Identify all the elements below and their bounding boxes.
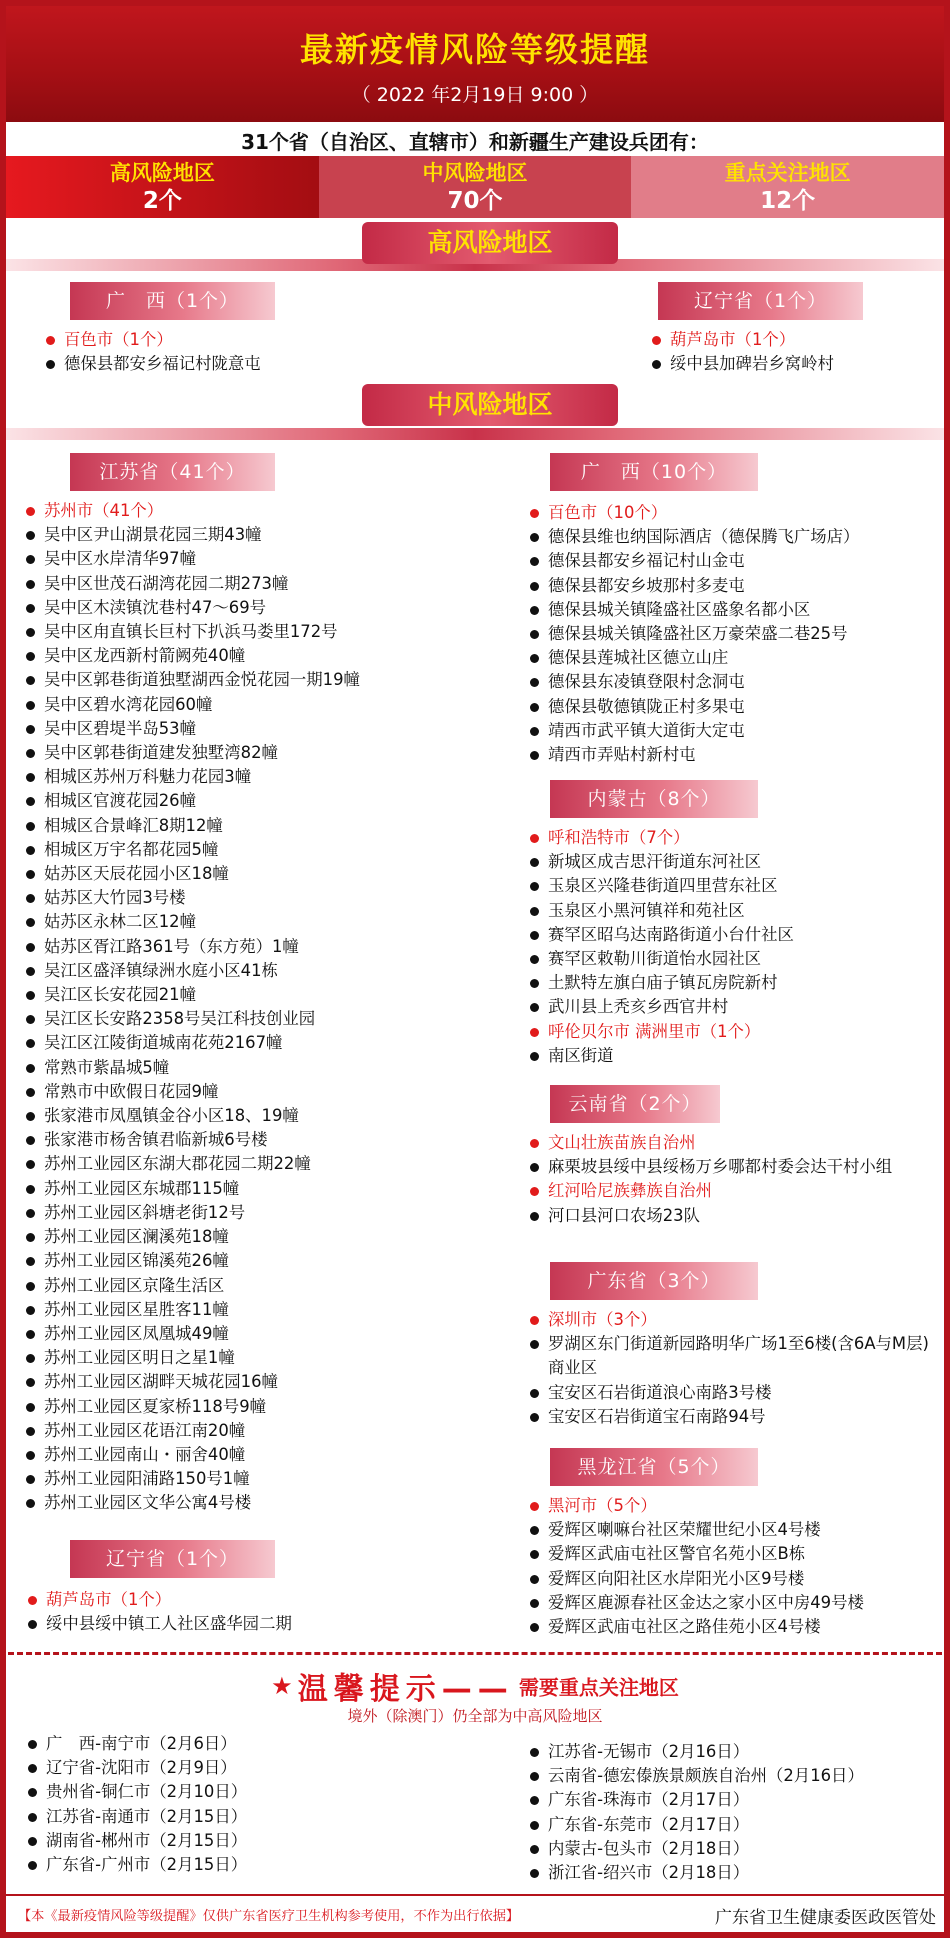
area-item: 姑苏区永林二区12幢 (22, 910, 360, 934)
area-item: 苏州工业园南山・丽舍40幢 (22, 1443, 360, 1467)
province-heading: 广 西（10个） (550, 453, 758, 491)
area-item: 苏州工业园区明日之星1幢 (22, 1346, 360, 1370)
city-heading: 文山壮族苗族自治州 (526, 1131, 938, 1155)
area-item: 相城区万宇名都花园5幢 (22, 838, 360, 862)
area-item: 罗湖区东门街道新园路明华广场1至6楼(含6A与M层)商业区 (526, 1332, 938, 1380)
section-divider (6, 428, 944, 440)
area-item: 吴中区水岸清华97幢 (22, 547, 360, 571)
stat-label: 重点关注地区 (724, 161, 851, 185)
province-heading: 内蒙古（8个） (550, 780, 758, 818)
area-item: 武川县上秃亥乡西官井村 (526, 995, 794, 1019)
area-item: 江苏省-无锡市（2月16日） (526, 1740, 864, 1764)
province-heading: 江苏省（41个） (70, 453, 275, 491)
area-item: 吴中区甪直镇长巨村下扒浜马娄里172号 (22, 620, 360, 644)
area-item: 内蒙古-包头市（2月18日） (526, 1837, 864, 1861)
area-item: 靖西市弄贴村新村屯 (526, 743, 859, 767)
page-title: 最新疫情风险等级提醒 (300, 30, 650, 69)
area-item: 苏州工业园区东城郡115幢 (22, 1177, 360, 1201)
area-item: 吴中区郭巷街道建发独墅湾82幢 (22, 741, 360, 765)
area-item: 吴中区尹山湖景花园三期43幢 (22, 523, 360, 547)
area-item: 相城区合景峰汇8期12幢 (22, 814, 360, 838)
medium-risk-list (24, 1588, 292, 1636)
summary-subtitle: 31个省（自治区、直辖市）和新疆生产建设兵团有： (241, 130, 709, 154)
area-item: 湖南省-郴州市（2月15日） (24, 1829, 247, 1853)
tips-note: 境外（除澳门）仍全部为中高风险地区 (347, 1707, 603, 1725)
medium-risk-list (22, 499, 360, 1516)
area-item: 苏州工业园区文华公寓4号楼 (22, 1491, 360, 1515)
area-item: 南区街道 (526, 1044, 794, 1068)
area-item: 吴中区龙西新村箭阙苑40幢 (22, 644, 360, 668)
area-item: 德保县东凌镇登限村念洞屯 (526, 670, 859, 694)
medium-risk-list (526, 1131, 938, 1228)
area-item: 德保县莲城社区德立山庄 (526, 646, 859, 670)
area-item: 姑苏区大竹园3号楼 (22, 886, 360, 910)
medium-risk-list (526, 501, 859, 767)
province-heading: 黑龙江省（5个） (550, 1448, 758, 1486)
province-heading: 广 西（1个） (70, 282, 275, 320)
area-item: 张家港市凤凰镇金谷小区18、19幢 (22, 1104, 360, 1128)
header-banner (6, 6, 944, 122)
area-item: 广 西-南宁市（2月6日） (24, 1732, 247, 1756)
high-risk-list-left (42, 328, 261, 376)
area-item: 宝安区石岩街道浪心南路3号楼 (526, 1381, 938, 1405)
area-item: 吴江区盛泽镇绿洲水庭小区41栋 (22, 959, 360, 983)
city-heading: 黑河市（5个） (526, 1494, 864, 1518)
area-item: 相城区官渡花园26幢 (22, 789, 360, 813)
province-heading: 辽宁省（1个） (658, 282, 863, 320)
high-risk-list-right (648, 328, 834, 376)
area-item: 宝安区石岩街道宝石南路94号 (526, 1405, 938, 1429)
area-item: 贵州省-铜仁市（2月10日） (24, 1780, 247, 1804)
province-heading: 辽宁省（1个） (70, 1540, 275, 1578)
footer (6, 1894, 944, 1934)
area-item: 绥中县绥中镇工人社区盛华园二期 (24, 1612, 292, 1636)
area-item: 新城区成吉思汗街道东河社区 (526, 850, 794, 874)
disclaimer: 【本《最新疫情风险等级提醒》仅供广东省医疗卫生机构参考使用，不作为出行依据】 (18, 1909, 520, 1924)
area-item: 辽宁省-沈阳市（2月9日） (24, 1756, 247, 1780)
warm-tips-heading (0, 1664, 950, 1708)
issuing-org: 广东省卫生健康委医政医管处 (715, 1908, 936, 1928)
area-item: 德保县城关镇隆盛社区盛象名都小区 (526, 598, 859, 622)
area-item: 苏州工业园区斜塘老街12号 (22, 1201, 360, 1225)
area-item: 苏州工业园区东湖大郡花园二期22幢 (22, 1152, 360, 1176)
medium-risk-list (526, 1308, 938, 1429)
area-item: 绥中县加碑岩乡窝岭村 (648, 352, 834, 376)
area-item: 苏州工业园区湖畔天城花园16幢 (22, 1370, 360, 1394)
stat-count: 70个 (447, 188, 503, 214)
stat-label: 中风险地区 (422, 161, 528, 185)
tips-subtitle: 需要重点关注地区 (518, 1675, 679, 1700)
stat-count: 12个 (760, 188, 816, 214)
area-item: 德保县城关镇隆盛社区万豪荣盛二巷25号 (526, 622, 859, 646)
area-item: 爱辉区鹿源春社区金达之家小区中房49号楼 (526, 1591, 864, 1615)
area-item: 德保县维也纳国际酒店（德保腾飞广场店） (526, 525, 859, 549)
area-item: 广东省-珠海市（2月17日） (526, 1788, 864, 1812)
area-item: 玉泉区小黑河镇祥和苑社区 (526, 899, 794, 923)
area-item: 爱辉区武庙屯社区之路佳苑小区4号楼 (526, 1615, 864, 1639)
area-item: 苏州工业园区星胜客11幢 (22, 1298, 360, 1322)
area-item: 常熟市中欧假日花园9幢 (22, 1080, 360, 1104)
province-heading: 云南省（2个） (550, 1085, 720, 1123)
report-date: （ 2022 年2月19日 9:00 ） (351, 84, 599, 106)
stat-label: 高风险地区 (109, 161, 215, 185)
stat-count: 2个 (142, 188, 182, 214)
area-item: 常熟市紫晶城5幢 (22, 1056, 360, 1080)
area-item: 云南省-德宏傣族景颇族自治州（2月16日） (526, 1764, 864, 1788)
stat-high-risk (6, 156, 319, 218)
area-item: 吴中区木渎镇沈巷村47～69号 (22, 596, 360, 620)
area-item: 吴中区碧堤半岛53幢 (22, 717, 360, 741)
area-item: 吴中区碧水湾花园60幢 (22, 693, 360, 717)
city-heading: 百色市（10个） (526, 501, 859, 525)
city-heading: 呼和浩特市（7个） (526, 826, 794, 850)
area-item: 苏州工业园区花语江南20幢 (22, 1419, 360, 1443)
area-item: 吴中区郭巷街道独墅湖西金悦花园一期19幢 (22, 668, 360, 692)
focus-areas-list-left (24, 1732, 247, 1877)
area-item: 土默特左旗白庙子镇瓦房院新村 (526, 971, 794, 995)
province-heading: 广东省（3个） (550, 1262, 758, 1300)
area-item: 姑苏区胥江路361号（东方苑）1幢 (22, 935, 360, 959)
risk-stats (6, 156, 944, 218)
area-item: 麻栗坡县绥中县绥杨万乡哪都村委会达干村小组 (526, 1155, 938, 1179)
dashed-divider (8, 1652, 942, 1655)
area-item: 张家港市杨舍镇君临新城6号楼 (22, 1128, 360, 1152)
focus-areas-list-right (526, 1740, 864, 1885)
area-item: 爱辉区喇嘛台社区荣耀世纪小区4号楼 (526, 1518, 864, 1542)
city-heading: 葫芦岛市（1个） (648, 328, 834, 352)
star-icon: ★ (271, 1672, 293, 1700)
medium-risk-list (526, 826, 794, 1068)
area-item: 赛罕区敕勒川街道怡水园社区 (526, 947, 794, 971)
medium-risk-list (526, 1494, 864, 1639)
area-item: 河口县河口农场23队 (526, 1204, 938, 1228)
area-item: 德保县敬德镇陇正村多果屯 (526, 695, 859, 719)
area-item: 吴中区世茂石湖湾花园二期273幢 (22, 572, 360, 596)
area-item: 玉泉区兴隆巷街道四里营东社区 (526, 874, 794, 898)
area-item: 德保县都安乡福记村山金屯 (526, 549, 859, 573)
area-item: 苏州工业园区夏家桥118号9幢 (22, 1395, 360, 1419)
city-heading: 红河哈尼族彝族自治州 (526, 1179, 938, 1203)
city-heading: 葫芦岛市（1个） (24, 1588, 292, 1612)
area-item: 苏州工业园区京隆生活区 (22, 1274, 360, 1298)
stat-medium-risk (319, 156, 632, 218)
high-risk-heading: 高风险地区 (362, 222, 618, 264)
area-item: 广东省-东莞市（2月17日） (526, 1813, 864, 1837)
city-heading: 百色市（1个） (42, 328, 261, 352)
area-item: 靖西市武平镇大道街大定屯 (526, 719, 859, 743)
stat-focus-areas (631, 156, 944, 218)
area-item: 吴江区江陵街道城南花苑2167幢 (22, 1031, 360, 1055)
area-item: 江苏省-南通市（2月15日） (24, 1805, 247, 1829)
area-item: 苏州工业园区凤凰城49幢 (22, 1322, 360, 1346)
area-item: 苏州工业园区澜溪苑18幢 (22, 1225, 360, 1249)
area-item: 苏州工业园阳浦路150号1幢 (22, 1467, 360, 1491)
area-item: 赛罕区昭乌达南路街道小台什社区 (526, 923, 794, 947)
medium-risk-heading: 中风险地区 (362, 384, 618, 426)
area-item: 姑苏区天辰花园小区18幢 (22, 862, 360, 886)
city-heading: 呼伦贝尔市 满洲里市（1个） (526, 1020, 794, 1044)
area-item: 吴江区长安花园21幢 (22, 983, 360, 1007)
area-item: 浙江省-绍兴市（2月18日） (526, 1861, 864, 1885)
area-item: 爱辉区武庙屯社区警官名苑小区B栋 (526, 1542, 864, 1566)
area-item: 爱辉区向阳社区水岸阳光小区9号楼 (526, 1567, 864, 1591)
area-item: 苏州工业园区锦溪苑26幢 (22, 1249, 360, 1273)
area-item: 相城区苏州万科魅力花园3幢 (22, 765, 360, 789)
area-item: 广东省-广州市（2月15日） (24, 1853, 247, 1877)
area-item: 德保县都安乡坡那村多麦屯 (526, 574, 859, 598)
area-item: 德保县都安乡福记村陇意屯 (42, 352, 261, 376)
area-item: 吴江区长安路2358号吴江科技创业园 (22, 1007, 360, 1031)
city-heading: 深圳市（3个） (526, 1308, 938, 1332)
tips-title: 温馨提示—— (297, 1672, 514, 1707)
city-heading: 苏州市（41个） (22, 499, 360, 523)
